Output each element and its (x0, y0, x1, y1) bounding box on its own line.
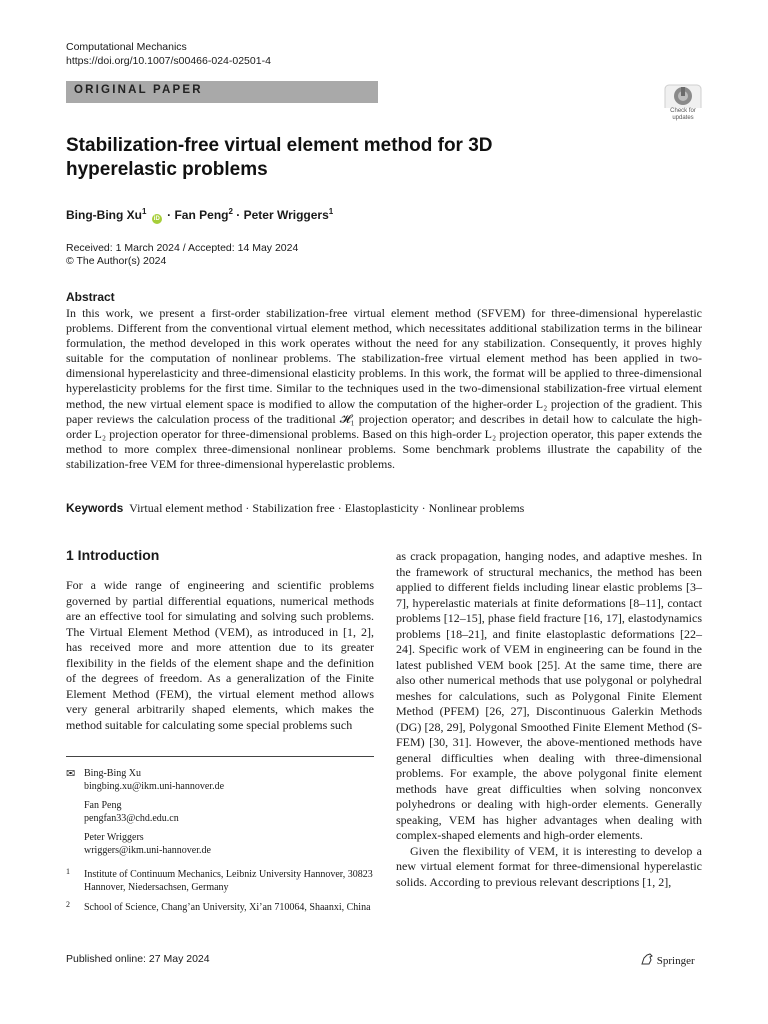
article-type-banner (66, 81, 378, 103)
body-paragraph: For a wide range of engineering and scientific problems governed by partial differential equations, numerical methods are an effective tool for simulating and solving such problems. The Virtual Element Method (VEM), as introduced in [1, 2], has received more and more attention due to its greater flexibility in the fields of the element shape and the definition of the degrees of freedom. As a generalization of the Finite Element Method (FEM), the virtual element method allows very general arbitrarily shaped elements, which makes the method suitable for calculating some special problems such (66, 578, 374, 732)
affiliation-text: Institute of Continuum Mechanics, Leibniz University Hannover, 30823 Hannover, Niedersachsen, Germany (84, 869, 373, 893)
author-email[interactable]: wriggers@ikm.uni-hannover.de (84, 845, 211, 856)
body-paragraph: Given the flexibility of VEM, it is interesting to develop a new virtual element format for three-dimensional hyperelastic solids. According to previous relevant descriptions [1, 2], (396, 843, 702, 889)
affiliation-mark: 1 (141, 207, 147, 216)
affiliation-number: 1 (66, 867, 70, 876)
author-separator: · (236, 208, 244, 222)
corresponding-author-name: Fan Peng (84, 800, 122, 811)
check-updates-icon (664, 84, 702, 108)
author-separator: · (167, 208, 175, 222)
affiliation-mark: 2 (228, 207, 233, 216)
check-updates-label: Check for updates (670, 108, 696, 121)
author-list (66, 204, 333, 224)
body-column-left (66, 578, 374, 733)
springer-horse-icon (640, 953, 654, 965)
affiliation-mark: 1 (328, 207, 334, 216)
keywords-label: Keywords (66, 501, 124, 515)
envelope-icon: ✉ (66, 768, 76, 780)
author-name[interactable]: Peter Wriggers (243, 208, 329, 222)
corresponding-author-name: Peter Wriggers (84, 832, 144, 843)
abstract-text: In this work, we present a first-order stabilization-free virtual element method (SFVEM) for three-dimensional hyperelastic problems. Different from the conventional virtual element method, which necessitates additional stabilization terms in the bilinear formulation, the method developed in this work operates without the need for any stabilization. Consequently, it proves highly suitable for the computation of nonlinear problems. The stabilization-free virtual element method has been applied in two-dimensional hyperelasticity and three-dimensional elasticity problems. In this work, the format will be applied to three-dimensional hyperelasticity problems for the first time. Similar to the techniques used in the two-dimensional stabilization-free virtual element method, the new virtual element space is modified to allow the computation of the higher-order L₂ projection of the gradient. This paper reviews the calculation process of the traditional 𝓗₁ projection operator; and describes in detail how to calculate the high-order L₂ projection operator for three-dimensional problems. Based on this high-order L₂ projection operator, this paper extends the method to more complex three-dimensional nonlinear problems. Some benchmark problems illustrate the capability of the stabilization-free VEM for three-dimensional hyperelastic problems. (66, 306, 702, 471)
keywords-list: Virtual element method · Stabilization free · Elastoplasticity · Nonlinear problems (129, 501, 525, 515)
section-heading: 1 Introduction (66, 547, 160, 563)
affiliation-text: School of Science, Chang’an University, Xi’an 710064, Shaanxi, China (84, 902, 371, 913)
abstract-heading: Abstract (66, 290, 115, 304)
paper-title: Stabilization-free virtual element method for 3D hyperelastic problems (66, 135, 493, 180)
author-email[interactable]: bingbing.xu@ikm.uni-hannover.de (84, 781, 225, 792)
body-column-right (396, 549, 702, 890)
journal-name: Computational Mechanics (66, 41, 187, 53)
publisher-logo (640, 953, 695, 967)
footnote-divider (66, 756, 374, 757)
author-email[interactable]: pengfan33@chd.edu.cn (84, 813, 179, 824)
affiliation-number: 2 (66, 900, 70, 909)
body-paragraph: as crack propagation, hanging nodes, and adaptive meshes. In the framework of structural mechanics, the method has been applied to different fields including linear elastic problems [3–7], hyperelastic materials at finite deformations [8–11], contact problems [12–15], phase field fracture [16, 17], elastodynamics problems [18–21], and finite elastoplastic deformations [22–24]. Specific work of VEM in engineering can be found in the latest published VEM book [25]. At the same time, there are also other numerical methods that use polygonal or polyhedral meshes for calculations, such as Polygonal Finite Element Method (PFEM) [26, 27], Discontinuous Galerkin Methods (DG) [28, 29], Polygonal Smoothed Finite Element Method (S-FEM) [30, 31]. However, the above-mentioned methods have general difficulties when dealing with three-dimensional problems. For example, the above polygonal finite element methods have great difficulties when solving nonconvex polyhedrons or dealing with high-order elements. Generally speaking, VEM has higher advantages when dealing with complex-shaped elements and high-order elements. (396, 549, 702, 842)
copyright-notice: © The Author(s) 2024 (66, 255, 167, 267)
author-name[interactable]: Fan Peng (174, 208, 229, 222)
received-accepted-dates: Received: 1 March 2024 / Accepted: 14 May 2024 (66, 242, 299, 254)
author-name[interactable]: Bing-Bing Xu (66, 208, 142, 222)
publisher-name: Springer (656, 955, 695, 967)
orcid-icon[interactable]: iD (153, 216, 160, 222)
keywords-line (66, 501, 702, 516)
doi-link[interactable]: https://doi.org/10.1007/s00466-024-02501-4 (66, 55, 271, 67)
corresponding-author-name: Bing-Bing Xu (84, 768, 141, 779)
article-type-label: ORIGINAL PAPER (74, 84, 203, 96)
published-online-date: Published online: 27 May 2024 (66, 953, 210, 965)
